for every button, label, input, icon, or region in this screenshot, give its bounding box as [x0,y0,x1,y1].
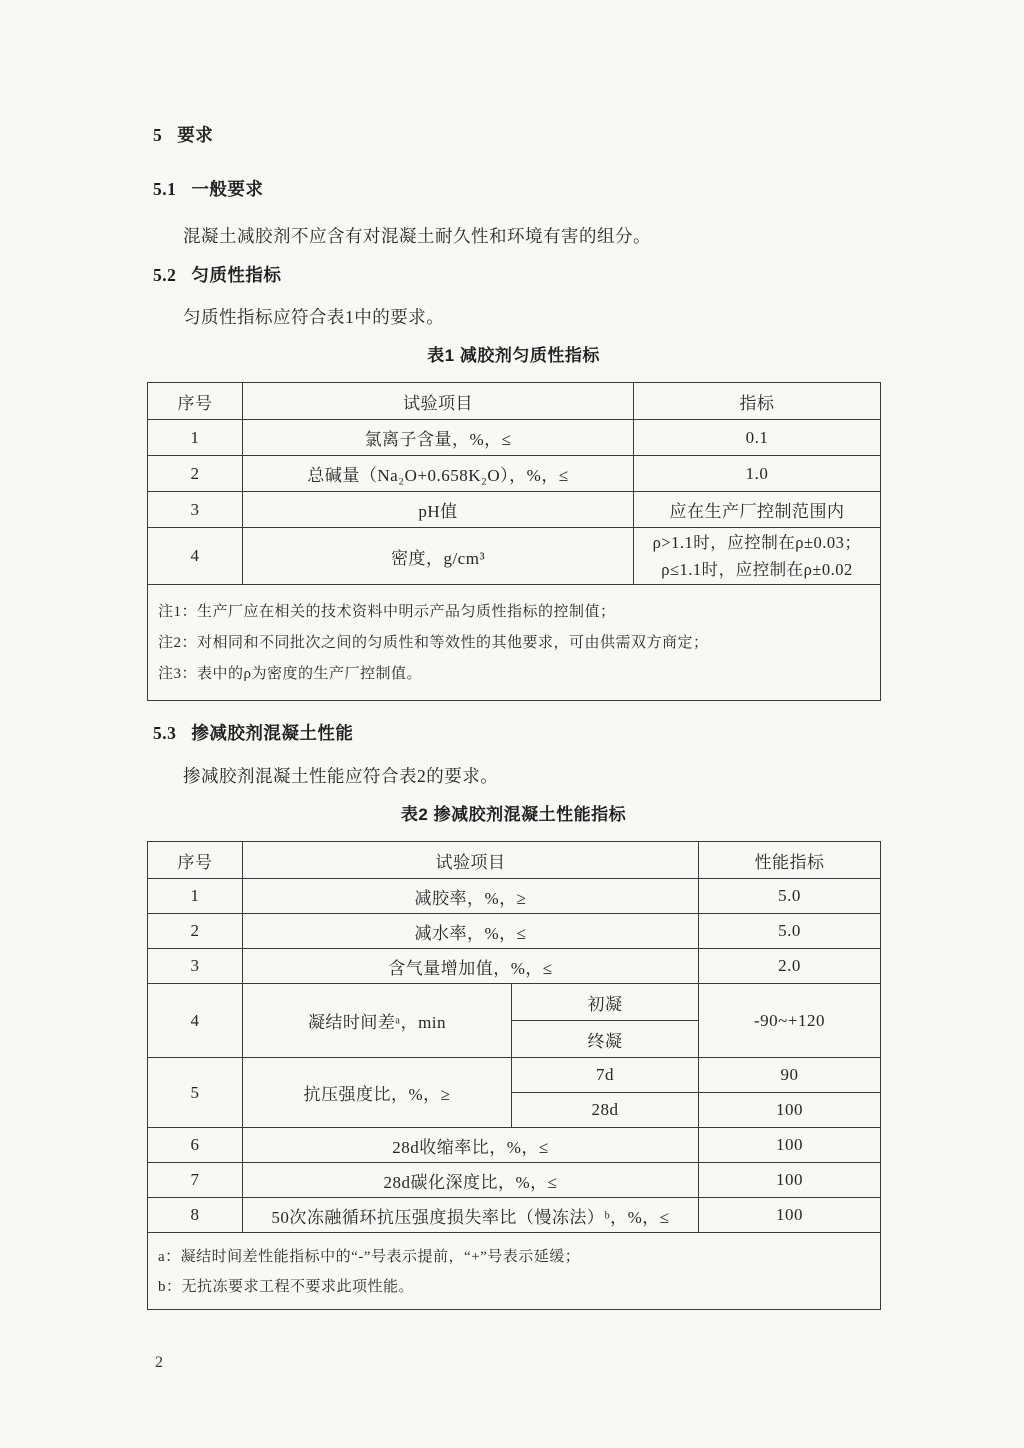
cell-item: 密度，g/cm³ [243,528,634,585]
cell-no: 8 [148,1198,243,1233]
table-row [148,1128,881,1163]
cell-no: 2 [148,914,243,949]
table-row [148,879,881,914]
note-b: b：无抗冻要求工程不要求此项性能。 [158,1279,415,1295]
cell-value: 100 [699,1128,881,1163]
cell-value: 5.0 [699,879,881,914]
paragraph-5-1: 混凝土减胶剂不应含有对混凝土耐久性和环境有害的组分。 [183,226,651,246]
cell-no: 4 [148,528,243,585]
header-cell-no: 序号 [148,842,243,879]
cell-item: 总碱量（Na₂O+0.658K₂O），%，≤ [243,456,634,492]
cell-no: 6 [148,1128,243,1163]
cell-value: 100 [699,1163,881,1198]
section-heading-5 [153,124,880,146]
table1-caption: 表1 减胶剂匀质性指标 [427,346,600,365]
section-heading-5-2 [153,264,880,286]
note-3: 注3：表中的ρ为密度的生产厂控制值。 [158,666,422,682]
cell-no: 1 [148,420,243,456]
cell-no: 3 [148,492,243,528]
cell-item: 减水率，%，≤ [243,914,699,949]
table-row [148,1163,881,1198]
table-notes-row [148,1233,881,1310]
cell-no: 5 [148,1058,243,1128]
value-line-1: ρ>1.1时，应控制在ρ±0.03； [652,533,862,552]
table-notes-row [148,585,881,701]
table2-concrete-performance-indicators [147,841,881,1310]
table-row [148,528,881,585]
table1-notes [148,585,881,701]
value-line-2: ρ≤1.1时，应控制在ρ±0.02 [661,560,853,579]
table-row [148,1198,881,1233]
table-row [148,949,881,984]
header-cell-item: 试验项目 [243,383,634,420]
section-number: 5.2 [153,265,177,285]
header-cell-value: 性能指标 [699,842,881,879]
cell-item: 28d收缩率比，%，≤ [243,1128,699,1163]
header-cell-no: 序号 [148,383,243,420]
cell-item: 抗压强度比，%，≥ [243,1058,512,1128]
cell-no: 4 [148,984,243,1058]
table-row [148,420,881,456]
cell-value: 5.0 [699,914,881,949]
cell-subitem-28d: 28d [512,1093,699,1128]
cell-value [634,528,881,585]
cell-subitem-final-set: 终凝 [512,1021,699,1058]
cell-no: 2 [148,456,243,492]
cell-value-7d: 90 [699,1058,881,1093]
cell-subitem-initial-set: 初凝 [512,984,699,1021]
table-row-compressive-strength [148,1058,881,1093]
table-row-setting-time [148,984,881,1021]
table2-caption: 表2 掺减胶剂混凝土性能指标 [400,805,627,824]
page-content [147,0,880,1372]
cell-subitem-7d: 7d [512,1058,699,1093]
section-title: 要求 [177,125,214,145]
section-title: 匀质性指标 [191,265,282,285]
table-header-row [148,842,881,879]
section-title: 掺减胶剂混凝土性能 [191,723,354,743]
cell-value: 2.0 [699,949,881,984]
section-title: 一般要求 [191,179,264,199]
cell-item: 28d碳化深度比，%，≤ [243,1163,699,1198]
section-heading-5-1 [153,178,880,200]
table2-notes [148,1233,881,1310]
section-number: 5 [153,125,163,145]
cell-value: 1.0 [634,456,881,492]
cell-no: 7 [148,1163,243,1198]
table-row [148,914,881,949]
cell-value-28d: 100 [699,1093,881,1128]
cell-item: 含气量增加值，%，≤ [243,949,699,984]
note-1: 注1：生产厂应在相关的技术资料中明示产品匀质性指标的控制值； [158,604,616,620]
header-cell-value: 指标 [634,383,881,420]
section-heading-5-3 [153,722,880,744]
table-row [148,456,881,492]
paragraph-5-3: 掺减胶剂混凝土性能应符合表2的要求。 [183,766,499,786]
table-header-row [148,383,881,420]
note-2: 注2：对相同和不同批次之间的匀质性和等效性的其他要求，可由供需双方商定； [158,635,709,651]
cell-item: 凝结时间差ᵃ，min [243,984,512,1058]
cell-value: 0.1 [634,420,881,456]
table1-homogeneity-indicators [147,382,881,701]
cell-no: 3 [148,949,243,984]
section-number: 5.1 [153,179,177,199]
cell-item: 50次冻融循环抗压强度损失率比（慢冻法）ᵇ，%，≤ [243,1198,699,1233]
cell-item: 氯离子含量，%，≤ [243,420,634,456]
cell-item: 减胶率，%，≥ [243,879,699,914]
cell-value: 100 [699,1198,881,1233]
note-a: a：凝结时间差性能指标中的“-”号表示提前，“+”号表示延缓； [158,1249,581,1265]
page-number: 2 [155,1354,163,1371]
cell-value: 应在生产厂控制范围内 [634,492,881,528]
section-number: 5.3 [153,723,177,743]
header-cell-item: 试验项目 [243,842,699,879]
cell-item: pH值 [243,492,634,528]
cell-no: 1 [148,879,243,914]
table-row [148,492,881,528]
cell-value: -90~+120 [699,984,881,1058]
paragraph-5-2: 匀质性指标应符合表1中的要求。 [183,307,445,327]
